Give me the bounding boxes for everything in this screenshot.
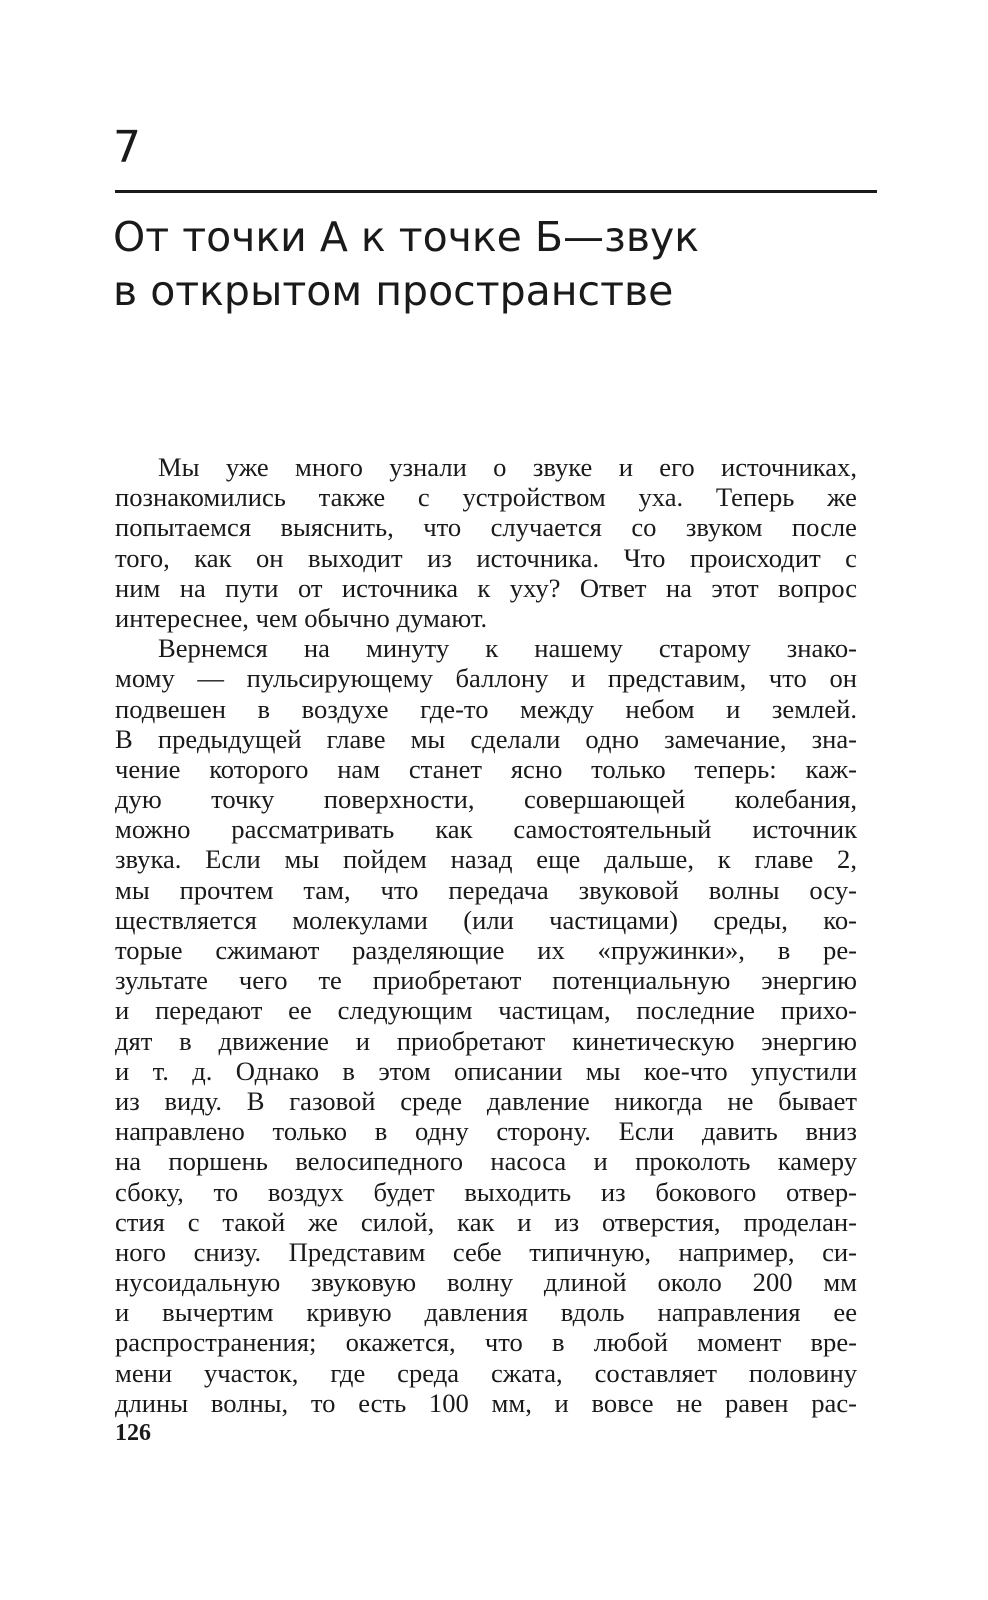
text-line: ществляется молекулами (или частицами) среды, ко-	[115, 904, 857, 935]
chapter-title	[113, 210, 893, 318]
text-line: познакомились также с устройством уха. Теперь же	[115, 482, 857, 513]
text-line: распространения; окажется, что в любой момент вре-	[115, 1327, 857, 1358]
body-text	[115, 452, 857, 1418]
text-line: Мы уже много узнали о звуке и его источниках,	[158, 452, 857, 482]
text-line: нусоидальную звуковую волну длиной около 200 мм	[115, 1267, 857, 1298]
text-line: чение которого нам станет ясно только теперь: каж-	[115, 753, 857, 784]
text-line: зультате чего те приобретают потенциальную энергию	[115, 965, 857, 996]
text-line: мому — пульсирующему баллону и представим, что он	[115, 663, 857, 694]
text-line: ного снизу. Представим себе типичную, например, си-	[115, 1236, 857, 1267]
text-line: звука. Если мы пойдем назад еще дальше, к главе 2,	[115, 844, 857, 875]
text-line: направлено только в одну сторону. Если давить вниз	[115, 1116, 857, 1147]
text-line: подвешен в воздухе где-то между небом и землей.	[115, 693, 857, 724]
text-line: дят в движение и приобретают кинетическую энергию	[115, 1025, 857, 1056]
text-line: Вернемся на минуту к нашему старому знако-	[158, 633, 857, 664]
text-line: попытаемся выяснить, что случается со звуком после	[115, 512, 857, 543]
text-line: и вычертим кривую давления вдоль направления ее	[115, 1297, 857, 1328]
paragraph	[115, 452, 857, 633]
paragraph	[115, 633, 857, 1418]
text-line: можно рассматривать как самостоятельный источник	[115, 814, 857, 845]
text-line: того, как он выходит из источника. Что происходит с	[115, 542, 857, 573]
text-line: мени участок, где среда сжата, составляет половину	[115, 1357, 857, 1388]
chapter-title-line: в открытом пространстве	[113, 267, 674, 315]
text-line: сбоку, то воздух будет выходить из бокового отвер-	[115, 1176, 857, 1207]
text-line: на поршень велосипедного насоса и проколоть камеру	[115, 1146, 857, 1177]
page-number: 126	[115, 1420, 151, 1446]
text-line: длины волны, то есть 100 мм, и вовсе не равен рас-	[115, 1387, 857, 1418]
text-line: дую точку поверхности, совершающей колебания,	[115, 784, 857, 815]
chapter-rule	[115, 190, 877, 193]
text-line: стия с такой же силой, как и из отверстия, проделан-	[115, 1206, 857, 1237]
text-line: и т. д. Однако в этом описании мы кое-что упустили	[115, 1055, 857, 1086]
text-line: В предыдущей главе мы сделали одно замечание, зна-	[115, 723, 857, 754]
text-line: и передают ее следующим частицам, последние прихо-	[115, 995, 857, 1026]
text-line: из виду. В газовой среде давление никогда не бывает	[115, 1085, 857, 1116]
chapter-title-line: От точки А к точке Б—звук	[113, 213, 700, 261]
text-line: мы прочтем там, что передача звуковой волны осу-	[115, 874, 857, 905]
text-line: интереснее, чем обычно думают.	[115, 602, 488, 633]
text-line: торые сжимают разделяющие их «пружинки», в ре-	[115, 935, 857, 965]
chapter-number: 7	[113, 122, 141, 173]
text-line: ним на пути от источника к уху? Ответ на этот вопрос	[115, 572, 857, 603]
